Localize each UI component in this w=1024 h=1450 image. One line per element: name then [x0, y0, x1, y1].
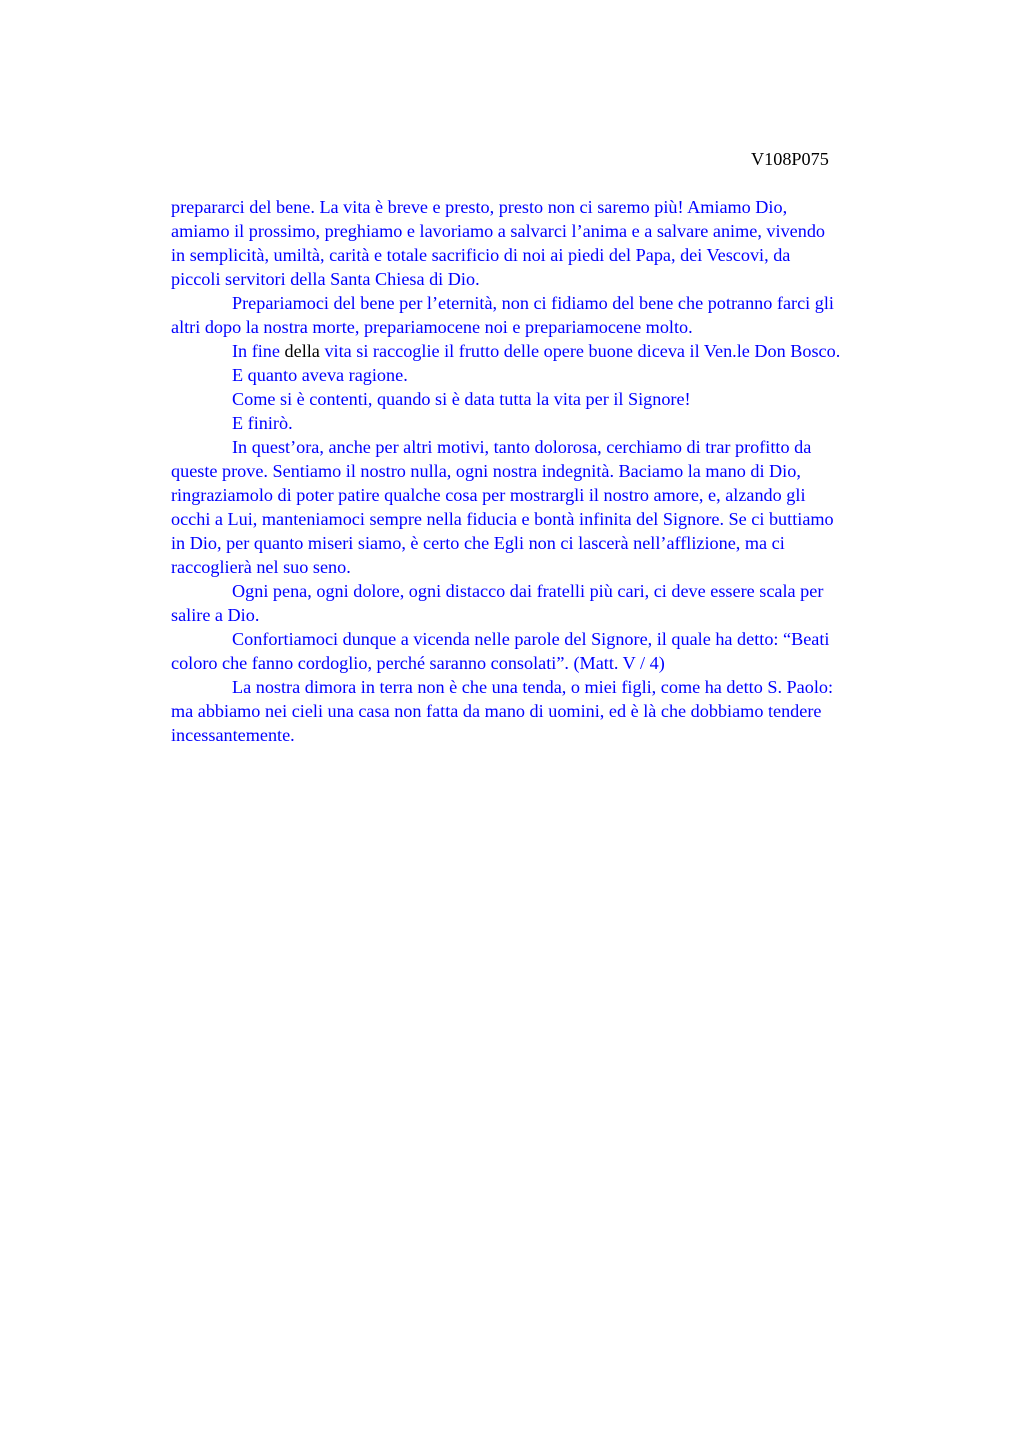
text-line: incessantemente.	[171, 725, 295, 745]
paragraph-1	[171, 195, 951, 291]
text-line: ma abbiamo nei cieli una casa non fatta da mano di uomini, ed è là che dobbiamo tendere	[171, 701, 822, 721]
text-line: in semplicità, umiltà, carità e totale sacrificio di noi ai piedi del Papa, dei Vescovi, da	[171, 245, 791, 265]
paragraph-4	[171, 363, 951, 387]
text-line: altri dopo la nostra morte, prepariamocene noi e prepariamocene molto.	[171, 317, 693, 337]
text-line: E finirò.	[232, 413, 293, 433]
paragraph-10	[171, 675, 951, 747]
text-line: La nostra dimora in terra non è che una tenda, o miei figli, come ha detto S. Paolo:	[232, 677, 834, 697]
text-line: E quanto aveva ragione.	[232, 365, 408, 385]
text-line: Ogni pena, ogni dolore, ogni distacco dai fratelli più cari, ci deve essere scala per	[232, 581, 824, 601]
paragraph-5	[171, 387, 951, 411]
paragraph-9	[171, 627, 951, 675]
text-line: Prepariamoci del bene per l’eternità, non ci fidiamo del bene che potranno farci gli	[232, 293, 834, 313]
paragraph-6	[171, 411, 951, 435]
black-word: della	[284, 341, 320, 361]
body-text	[171, 195, 951, 747]
text-line: raccoglierà nel suo seno.	[171, 557, 351, 577]
text-line: occhi a Lui, manteniamoci sempre nella fiducia e bontà infinita del Signore. Se ci buttiamo	[171, 509, 834, 529]
text-line: queste prove. Sentiamo il nostro nulla, ogni nostra indegnità. Baciamo la mano di Dio,	[171, 461, 801, 481]
text-line: Confortiamoci dunque a vicenda nelle parole del Signore, il quale ha detto: “Beati	[232, 629, 830, 649]
text-line: prepararci del bene. La vita è breve e presto, presto non ci saremo più! Amiamo Dio,	[171, 197, 788, 217]
text-line: in Dio, per quanto miseri siamo, è certo che Egli non ci lascerà nell’afflizione, ma ci	[171, 533, 785, 553]
paragraph-3	[171, 339, 951, 363]
text-line: In quest’ora, anche per altri motivi, tanto dolorosa, cerchiamo di trar profitto da	[232, 437, 812, 457]
paragraph-2	[171, 291, 951, 339]
text-line: amiamo il prossimo, preghiamo e lavoriamo a salvarci l’anima e a salvare anime, vivendo	[171, 221, 826, 241]
text-line: Come si è contenti, quando si è data tutta la vita per il Signore!	[232, 389, 691, 409]
text-fragment: In fine	[232, 341, 285, 361]
text-fragment: vita si raccoglie il frutto delle opere buone diceva il Ven.le Don Bosco.	[319, 341, 841, 361]
paragraph-8	[171, 579, 951, 627]
text-line: ringraziamolo di poter patire qualche cosa per mostrargli il nostro amore, e, alzando gli	[171, 485, 806, 505]
text-line: salire a Dio.	[171, 605, 260, 625]
text-line: coloro che fanno cordoglio, perché saranno consolati”. (Matt. V / 4)	[171, 653, 665, 673]
paragraph-7	[171, 435, 951, 579]
page-code: V108P075	[751, 149, 829, 169]
text-line: piccoli servitori della Santa Chiesa di Dio.	[171, 269, 480, 289]
